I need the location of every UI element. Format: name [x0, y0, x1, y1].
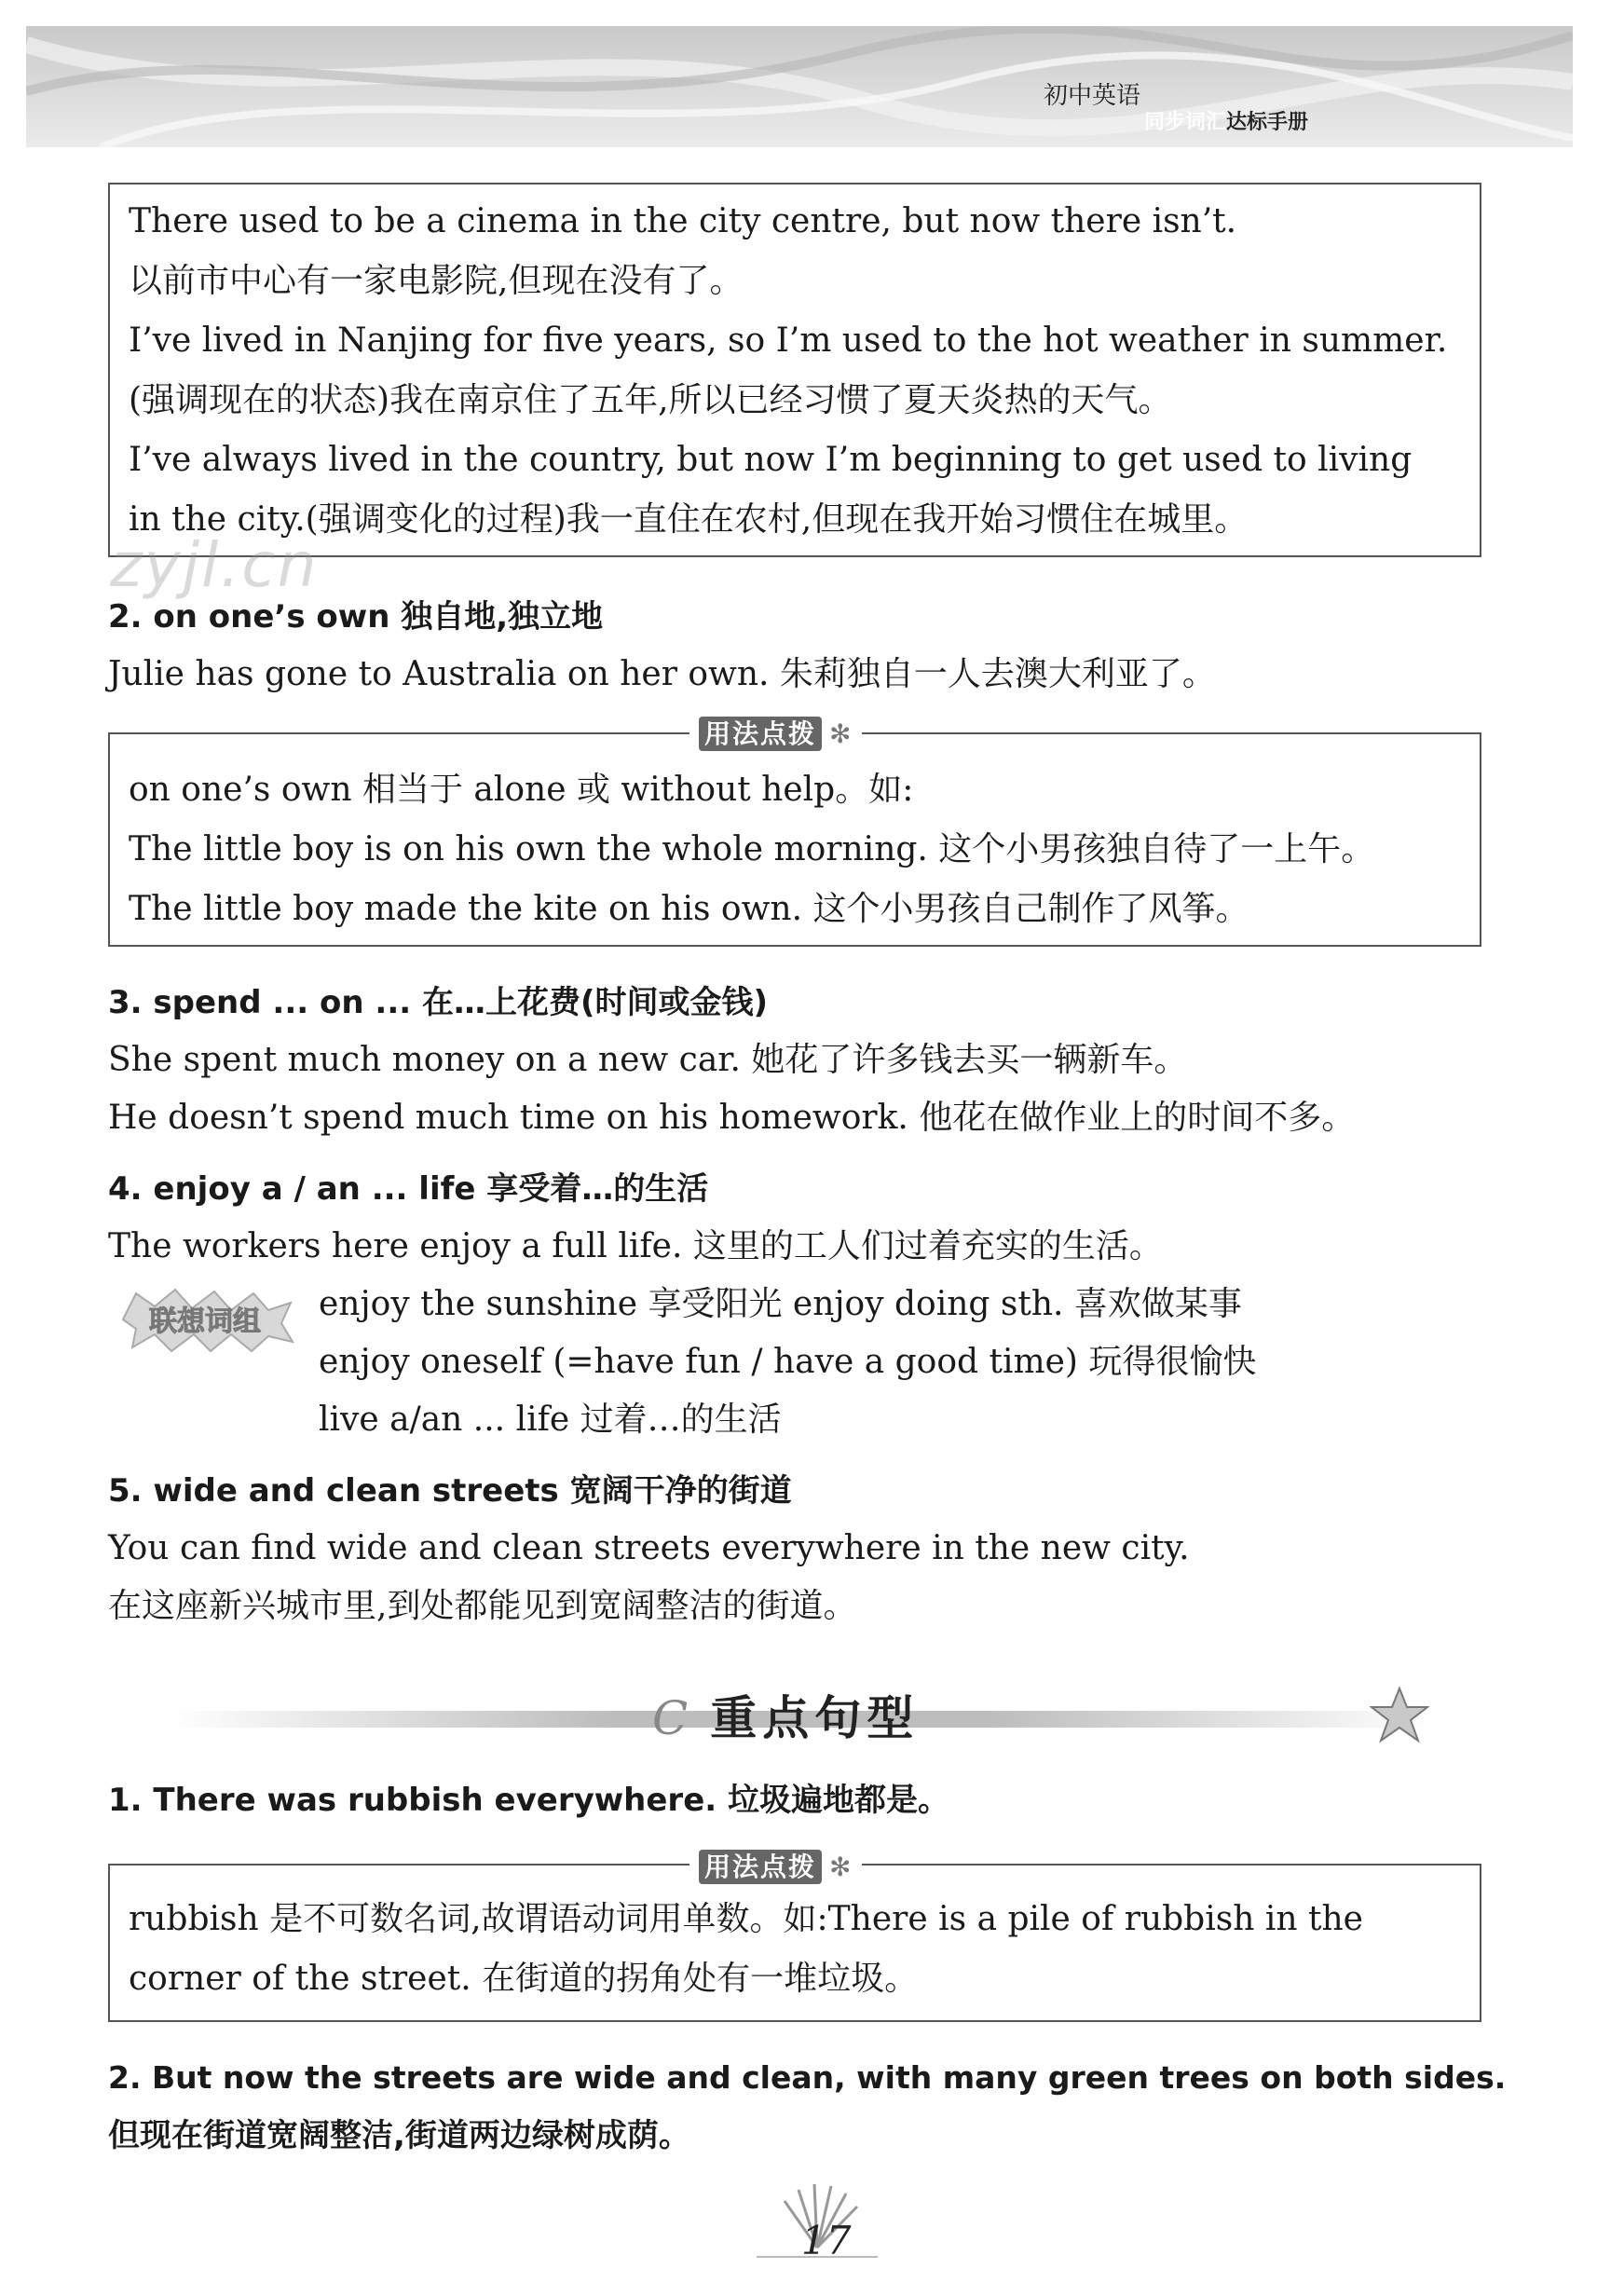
usage-tip-label-text: 用法点拨 [699, 717, 822, 751]
example-box-used-to [108, 183, 1481, 557]
box1-line: I’ve always lived in the country, but now I’m beginning to get used to living [129, 441, 1413, 479]
page-header [26, 26, 1573, 147]
box1-line: There used to be a cinema in the city centre, but now there isn’t. [129, 202, 1237, 240]
tip-line: rubbish 是不可数名词,故谓语动词用单数。如:There is a pile of rubbish in the [129, 1900, 1363, 1938]
box1-line: I’ve lived in Nanjing for five years, so I’m used to the hot weather in summer. [129, 321, 1448, 360]
example-sentence: 在这座新兴城市里,到处都能见到宽阔整洁的街道。 [108, 1587, 857, 1625]
section-letter: C [652, 1691, 694, 1745]
sentence-heading: 2. But now the streets are wide and clean, with many green trees on both sides. [108, 2059, 1507, 2096]
watermark: zyjl.cn [110, 529, 319, 601]
association-line: enjoy the sunshine 享受阳光 enjoy doing sth. 喜欢做某事 [319, 1285, 1242, 1323]
tip-line: The little boy is on his own the whole morning. 这个小男孩独自待了一上午。 [129, 830, 1375, 868]
snowflake-icon: ✻ [829, 718, 853, 749]
sentence-translation: 但现在街道宽阔整洁,街道两边绿树成荫。 [108, 2117, 690, 2154]
section-title [652, 1681, 919, 1748]
item-heading: 3. spend ... on ... 在…上花费(时间或金钱) [108, 984, 769, 1021]
star-icon [1370, 1685, 1429, 1744]
tip-line: corner of the street. 在街道的拐角处有一堆垃圾。 [129, 1960, 919, 1998]
box1-line: in the city.(强调变化的过程)我一直住在农村,但现在我开始习惯住在城里。 [129, 500, 1249, 539]
page-number: 17 [801, 2218, 852, 2263]
item-heading: 4. enjoy a / an ... life 享受着…的生活 [108, 1170, 709, 1208]
usage-tip-label-text: 用法点拨 [699, 1850, 822, 1884]
association-badge [114, 1286, 296, 1353]
example-sentence: The workers here enjoy a full life. 这里的工人们过着充实的生活。 [108, 1227, 1163, 1265]
usage-tip-label [689, 714, 862, 751]
example-sentence: She spent much money on a new car. 她花了许多钱去买一辆新车。 [108, 1041, 1188, 1079]
usage-tip-box [108, 1864, 1481, 2022]
example-sentence: Julie has gone to Australia on her own. 朱莉独自一人去澳大利亚了。 [108, 655, 1216, 693]
usage-tip-label [689, 1847, 862, 1884]
header-subtitle-highlight: 同步词汇 [1144, 111, 1227, 134]
example-sentence: He doesn’t spend much time on his homework. 他花在做作业上的时间不多。 [108, 1099, 1356, 1137]
header-title: 初中英语 [1044, 82, 1141, 110]
header-swirl-decoration [26, 26, 1573, 147]
header-subtitle [1144, 106, 1308, 135]
box1-line: (强调现在的状态)我在南京住了五年,所以已经习惯了夏天炎热的天气。 [129, 381, 1172, 419]
box1-line: 以前市中心有一家电影院,但现在没有了。 [129, 262, 744, 300]
item-heading: 5. wide and clean streets 宽阔干净的街道 [108, 1472, 792, 1510]
example-sentence: You can find wide and clean streets everywhere in the new city. [108, 1529, 1190, 1567]
association-line: live a/an ... life 过着…的生活 [319, 1401, 782, 1439]
snowflake-icon: ✻ [829, 1852, 853, 1882]
association-badge-text: 联想词组 [149, 1305, 261, 1338]
header-subtitle-rest: 达标手册 [1226, 111, 1309, 134]
item-heading: 2. on one’s own 独自地,独立地 [108, 598, 604, 636]
tip-line: on one’s own 相当于 alone 或 without help。如: [129, 771, 914, 809]
tip-line: The little boy made the kite on his own. 这个小男孩自己制作了风筝。 [129, 890, 1249, 928]
usage-tip-box [108, 732, 1481, 947]
section-title-text: 重点句型 [710, 1690, 920, 1745]
sentence-heading: 1. There was rubbish everywhere. 垃圾遍地都是。 [108, 1782, 950, 1819]
association-line: enjoy oneself (=have fun / have a good time) 玩得很愉快 [319, 1343, 1257, 1381]
